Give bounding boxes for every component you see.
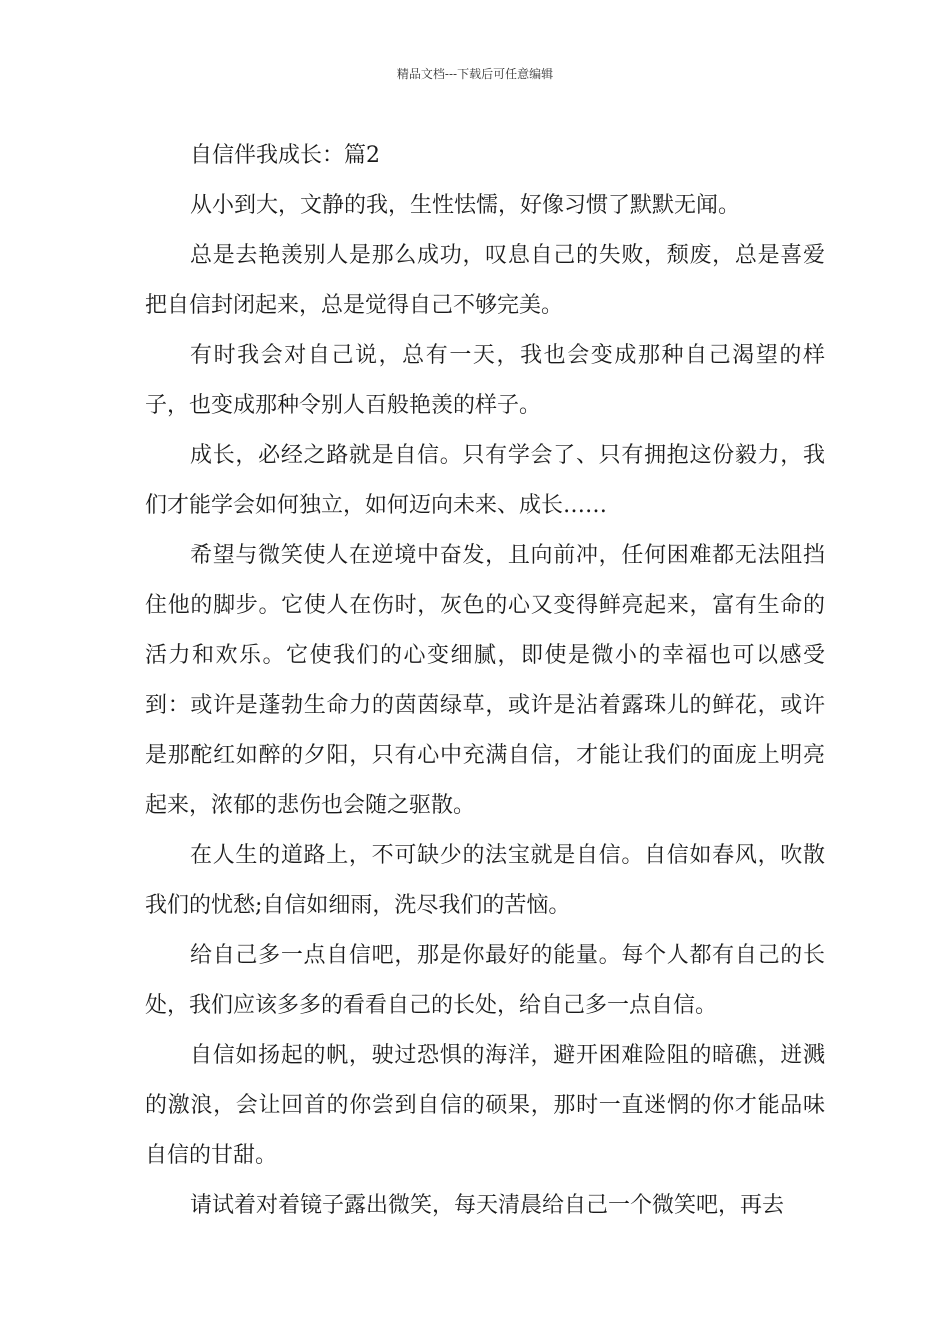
paragraph-4: 成长，必经之路就是自信。只有学会了、只有拥抱这份毅力，我们才能学会如何独立，如何迈向未来、成长…… (145, 443, 825, 518)
paragraph-1: 从小到大，文静的我，生性怯懦，好像习惯了默默无闻。 (190, 193, 741, 218)
paragraph-8: 自信如扬起的帆，驶过恐惧的海洋，避开困难险阻的暗礁，迸溅的激浪，会让回首的你尝到自信的硕果，那时一直迷惘的你才能品味自信的甘甜。 (145, 1043, 825, 1168)
paragraph-3: 有时我会对自己说，总有一天，我也会变成那种自己渴望的样子，也变成那种令别人百般艳羡的样子。 (145, 343, 825, 418)
article-title: 自信伴我成长：篇2 (190, 143, 380, 168)
paragraph-2: 总是去艳羡别人是那么成功，叹息自己的失败，颓废，总是喜爱把自信封闭起来，总是觉得自己不够完美。 (145, 243, 825, 318)
paragraph-5: 希望与微笑使人在逆境中奋发，且向前冲，任何困难都无法阻挡住他的脚步。它使人在伤时，灰色的心又变得鲜亮起来，富有生命的活力和欢乐。它使我们的心变细腻，即使是微小的幸福也可以感受到：或许是蓬勃生命力的茵茵绿草，或许是沾着露珠儿的鲜花，或许是那酡红如醉的夕阳，只有心中充满自信，才能让我们的面庞上明亮起来，浓郁的悲伤也会随之驱散。 (145, 543, 825, 818)
paragraph-6: 在人生的道路上，不可缺少的法宝就是自信。自信如春风，吹散我们的忧愁;自信如细雨，洗尽我们的苦恼。 (145, 843, 825, 918)
paragraph-7: 给自己多一点自信吧，那是你最好的能量。每个人都有自己的长处，我们应该多多的看看自己的长处，给自己多一点自信。 (145, 943, 825, 1018)
article-body (145, 131, 825, 1231)
paragraph-9: 请试着对着镜子露出微笑，每天清晨给自己一个微笑吧，再去 (190, 1193, 785, 1218)
page-header: 精品文档---下载后可任意编辑 (396, 67, 554, 81)
